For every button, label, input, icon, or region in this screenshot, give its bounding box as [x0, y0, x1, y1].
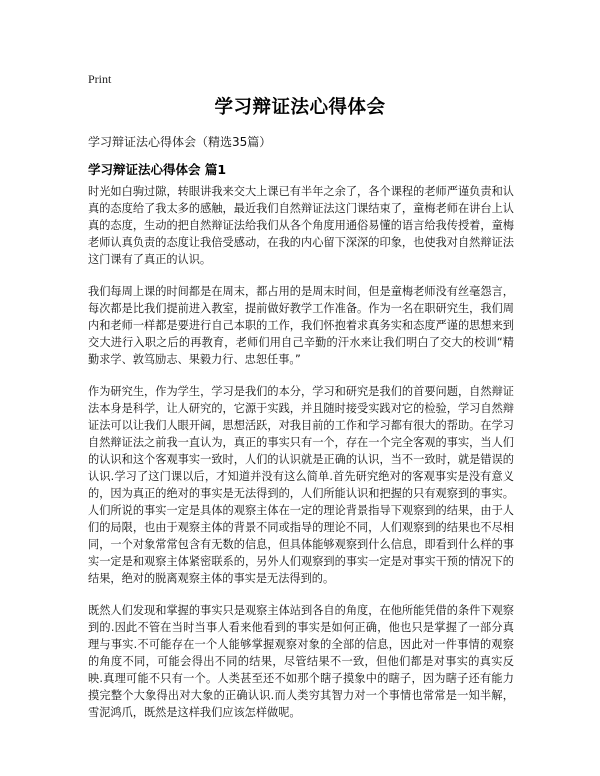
document-body — [88, 183, 514, 736]
paragraph: 时光如白驹过隙，转眼讲我来交大上课已有半年之余了，各个课程的老师严谨负责和认真的态度给了我太多的感触，最近我们自然辩证法这门课结束了，童梅老师在讲台上认真的态度，生动的把自然辩证法给我们从各个角度用通俗易懂的语言给我传授着，童梅老师认真负责的态度让我倍受感动，在我的内心留下深深的印象，也使我对自然辩证法这门课有了真正的认识。 — [88, 185, 514, 266]
paragraph: 我们每周上课的时间都是在周末，都占用的是周末时间，但是童梅老师没有丝毫怨言，每次都是比我们提前进入教室，提前做好教学工作准备。作为一名在职研究生，我们周内和老师一样都是要进行自己本职的工作，我们怀抱着求真务实和态度严谨的思想来到交大进行入职之后的再教育，老师们用自己辛勤的汗水来让我们明白了交大的校训“精勤求学、敦笃励志、果毅力行、忠恕任事。” — [88, 285, 514, 366]
page-title: 学习辩证法心得体会 — [214, 97, 386, 118]
paragraph: 既然人们发现和掌握的事实只是观察主体站到各自的角度，在他所能凭借的条件下观察到的.因此不管在当时当事人看来他看到的事实是如何正确，他也只是掌握了一部分真理与事实.不可能存在一个人能够掌握观察对象的全部的信息，因此对一件事情的观察的角度不同，可能会得出不同的结果，尽管结果不一致，但他们都是对事实的真实反映.真理可能不只有一个。人类甚至还不如那个瞎子摸象中的瞎子，因为瞎子还有能力摸完整个大象得出对大象的正确认识.而人类穷其智力对一个事情也常常是一知半解，雪泥鸿爪，既然是这样我们应该怎样做呢。 — [88, 604, 514, 719]
section-heading: 学习辩证法心得体会 篇1 — [88, 162, 227, 177]
paragraph: 作为研究生，作为学生，学习是我们的本分，学习和研究是我们的首要问题，自然辩证法本身是科学，让人研究的，它源于实践，并且随时接受实践对它的检验，学习自然辩证法可以让我们人眼开阔，思想活跃，对我目前的工作和学习都有很大的帮助。在学习自然辩证法之前我一直认为，真正的事实只有一个，存在一个完全客观的事实，当人们的认识和这个客观事实一致时，人们的认识就是正确的认识，当不一致时，就是错误的认识.学习了这门课以后，才知道并没有这么简单.首先研究绝对的客观事实是没有意义的，因为真正的绝对的事实是无法得到的，人们所能认识和把握的只有观察到的事实。人们所说的事实一定是具体的观察主体在一定的理论背景指导下观察到的结果，由于人们的局限，也由于观察主体的背景不同或指导的理论不同，人们观察到的结果也不尽相同，一个对象常常包含有无数的信息，但具体能够观察到什么信息，即看到什么样的事实一定是和观察主体紧密联系的，另外人们观察到的事实一定是对事实干预的情况下的结果，绝对的脱离观察主体的事实是无法得到的。 — [88, 385, 514, 585]
print-link[interactable]: Print — [88, 72, 112, 86]
document-subtitle: 学习辩证法心得体会（精选35篇） — [88, 135, 272, 149]
